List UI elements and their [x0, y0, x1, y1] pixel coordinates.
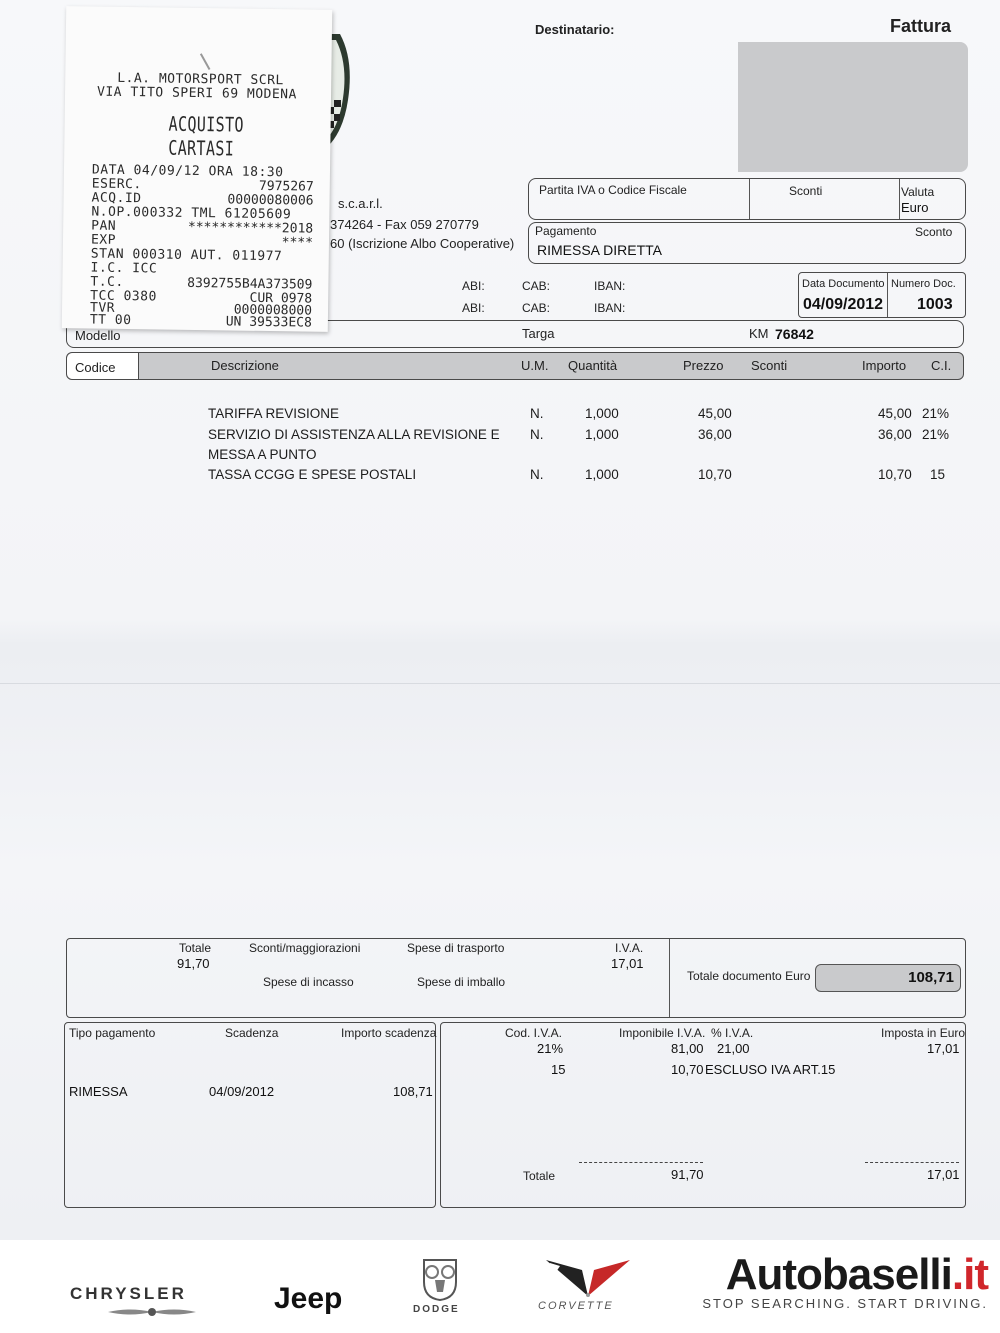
receipt-tt-label: TT 00	[89, 312, 132, 329]
col-discounts: Sconti	[751, 358, 788, 373]
receipt-pan-value: ************2018	[187, 219, 314, 237]
line-2-unit: N.	[530, 427, 544, 442]
dodge-ram-icon	[420, 1258, 460, 1302]
doc-total-value: 108,71	[908, 969, 954, 986]
divider	[899, 179, 900, 219]
line-2-vat-code: 21%	[922, 427, 950, 442]
col-quantity: Quantità	[568, 358, 618, 373]
line-3-vat-code: 15	[930, 467, 946, 482]
tax-total-rule	[865, 1162, 959, 1163]
receipt-exp-label: EXP	[90, 232, 117, 248]
iban-label-1: IBAN:	[594, 279, 626, 293]
vat-row-2-code: 15	[551, 1062, 566, 1077]
vat-row-1-tax: 17,01	[927, 1041, 960, 1056]
receipt-tc-value: 8392755B4A373509	[187, 275, 313, 293]
receipt-tt-value: UN 39533EC8	[225, 314, 312, 331]
due-amount-label: Importo scadenza	[341, 1026, 437, 1040]
model-label: Modello	[75, 328, 121, 343]
cab-label-1: CAB:	[522, 279, 551, 293]
corvette-logo: CORVETTE	[538, 1300, 614, 1312]
receipt-address: VIA TITO SPERI 69 MODENA	[96, 84, 297, 103]
vat-pct-label: % I.V.A.	[711, 1026, 754, 1040]
col-amount: Importo	[862, 358, 907, 373]
line-1-unit: N.	[530, 406, 544, 421]
tax-label: Imposta in Euro	[881, 1026, 966, 1040]
due-box	[64, 1022, 436, 1208]
dodge-logo: DODGE	[413, 1304, 460, 1315]
vat-number-label: Partita IVA o Codice Fiscale	[539, 183, 687, 197]
due-amount-value: 108,71	[393, 1084, 433, 1099]
receipt-tcc-label: TCC 0380	[90, 288, 157, 305]
vat-code-label: Cod. I.V.A.	[505, 1026, 562, 1040]
tax-box	[528, 178, 966, 220]
line-1-quantity: 1,000	[585, 406, 619, 421]
payment-discount-label: Sconto	[915, 225, 953, 239]
transport-label: Spese di trasporto	[407, 941, 505, 955]
line-3-price: 10,70	[698, 467, 732, 482]
vat-row-2-taxable: 10,70	[671, 1062, 704, 1077]
col-vat-code: C.I.	[931, 358, 952, 373]
receipt-tcc-value: CUR 0978	[249, 290, 313, 307]
line-3-amount: 10,70	[878, 467, 912, 482]
payment-value: RIMESSA DIRETTA	[537, 242, 662, 258]
card-receipt	[62, 6, 332, 332]
autobaselli-logo	[702, 1250, 988, 1311]
line-3-description: TASSA CCGG E SPESE POSTALI	[208, 467, 417, 482]
payment-label: Pagamento	[535, 224, 597, 238]
doc-date-number-box	[798, 272, 966, 318]
line-1-amount: 45,00	[878, 406, 912, 421]
doc-date-label: Data Documento	[802, 278, 885, 290]
discounts-label: Sconti	[789, 184, 823, 198]
receipt-nop: N.OP.000332 TML 61205609	[91, 204, 292, 223]
col-description: Descrizione	[211, 358, 279, 373]
brand-footer	[0, 1240, 1000, 1333]
company-suffix: s.c.a.r.l.	[338, 196, 383, 211]
line-3-unit: N.	[530, 467, 544, 482]
chrysler-wings-icon	[108, 1304, 196, 1314]
vat-total-row-label: Totale	[523, 1169, 556, 1183]
doc-total-label: Totale documento Euro	[687, 969, 811, 983]
vat-total-tax: 17,01	[927, 1167, 960, 1182]
receipt-acq-label: ACQ.ID	[91, 190, 142, 207]
site-tld: .it	[951, 1250, 988, 1299]
receipt-pan-label: PAN	[91, 218, 117, 234]
receipt-title-2: CARTASI	[168, 135, 235, 161]
payment-box	[528, 222, 966, 264]
recipient-label: Destinatario:	[535, 22, 615, 37]
line-1-description: TARIFFA REVISIONE	[208, 406, 340, 421]
staple-icon	[200, 48, 219, 70]
corvette-flags-icon	[540, 1258, 636, 1298]
divider	[887, 273, 888, 317]
vat-total-label: I.V.A.	[615, 941, 644, 955]
company-register: 60 (Iscrizione Albo Cooperative)	[330, 236, 515, 251]
receipt-acq-value: 00000080006	[227, 192, 314, 209]
receipt-date-time: DATA 04/09/12 ORA 18:30	[91, 162, 284, 181]
vat-row-2-pct: ESCLUSO IVA ART.15	[705, 1062, 836, 1077]
receipt-eserc-value: 7975267	[258, 178, 314, 195]
site-name: Autobaselli	[725, 1250, 952, 1299]
vat-row-1-code: 21%	[537, 1041, 564, 1056]
receipt-title-1: ACQUISTO	[168, 111, 245, 137]
due-date-value: 04/09/2012	[209, 1084, 275, 1099]
divider	[669, 939, 670, 1017]
columns-header	[66, 352, 964, 380]
taxable-total-rule	[579, 1162, 703, 1163]
payment-type-value: RIMESSA	[69, 1084, 128, 1099]
company-phone: 374264 - Fax 059 270779	[330, 217, 479, 232]
vat-total-value: 17,01	[611, 956, 644, 971]
receipt-tvr-value: 0000008000	[233, 302, 313, 319]
due-date-label: Scadenza	[225, 1026, 279, 1040]
abi-label-2: ABI:	[462, 301, 485, 315]
km-value: 76842	[775, 326, 814, 342]
totals-box	[66, 938, 966, 1018]
doc-total-field	[815, 964, 961, 992]
taxable-label: Imponibile I.V.A.	[619, 1026, 706, 1040]
km-label: KM	[749, 326, 769, 341]
line-1-vat-code: 21%	[922, 406, 950, 421]
doc-title: Fattura	[890, 16, 952, 36]
receipt-stan: STAN 000310 AUT. 011977	[90, 246, 283, 265]
abi-label-1: ABI:	[462, 279, 485, 293]
receipt-tc-label: T.C.	[90, 274, 124, 290]
recipient-redacted	[738, 42, 968, 172]
vat-total-taxable: 91,70	[671, 1167, 704, 1182]
col-unit: U.M.	[521, 358, 549, 373]
currency-label: Valuta	[901, 185, 935, 199]
line-2-price: 36,00	[698, 427, 732, 442]
jeep-logo: Jeep	[274, 1282, 343, 1315]
recipient-box	[528, 42, 968, 172]
chrysler-logo: CHRYSLER	[70, 1284, 187, 1303]
total-label: Totale	[179, 941, 212, 955]
col-price: Prezzo	[683, 358, 724, 373]
line-2-quantity: 1,000	[585, 427, 619, 442]
receipt-tvr-label: TVR	[89, 300, 116, 316]
doc-number-label: Numero Doc.	[891, 278, 956, 290]
discounts-surcharges-label: Sconti/maggiorazioni	[249, 941, 361, 955]
paper-fold	[0, 683, 1000, 684]
collection-fees-label: Spese di incasso	[263, 975, 354, 989]
doc-number-value: 1003	[917, 296, 953, 313]
line-2-description: SERVIZIO DI ASSISTENZA ALLA REVISIONE E	[208, 427, 500, 442]
vat-row-1-taxable: 81,00	[671, 1041, 704, 1056]
currency-value: Euro	[901, 200, 929, 215]
line-1-price: 45,00	[698, 406, 732, 421]
cab-label-2: CAB:	[522, 301, 551, 315]
line-2-amount: 36,00	[878, 427, 912, 442]
payment-type-label: Tipo pagamento	[69, 1026, 156, 1040]
site-tagline: STOP SEARCHING. START DRIVING.	[702, 1296, 988, 1311]
divider	[749, 179, 750, 219]
plate-label: Targa	[522, 326, 555, 341]
doc-date-value: 04/09/2012	[803, 296, 884, 313]
receipt-eserc-label: ESERC.	[91, 176, 142, 193]
line-2-description-cont: MESSA A PUNTO	[208, 447, 317, 462]
total-value: 91,70	[177, 956, 210, 971]
col-code: Codice	[75, 360, 116, 375]
receipt-exp-value: ****	[281, 235, 314, 251]
iban-label-2: IBAN:	[594, 301, 626, 315]
receipt-ic: I.C. ICC	[90, 260, 158, 277]
receipt-merchant: L.A. MOTORSPORT SCRL	[117, 70, 284, 89]
vat-row-1-pct: 21,00	[717, 1041, 750, 1056]
line-3-quantity: 1,000	[585, 467, 619, 482]
packing-fees-label: Spese di imballo	[417, 975, 506, 989]
vat-summary-box	[440, 1022, 966, 1208]
